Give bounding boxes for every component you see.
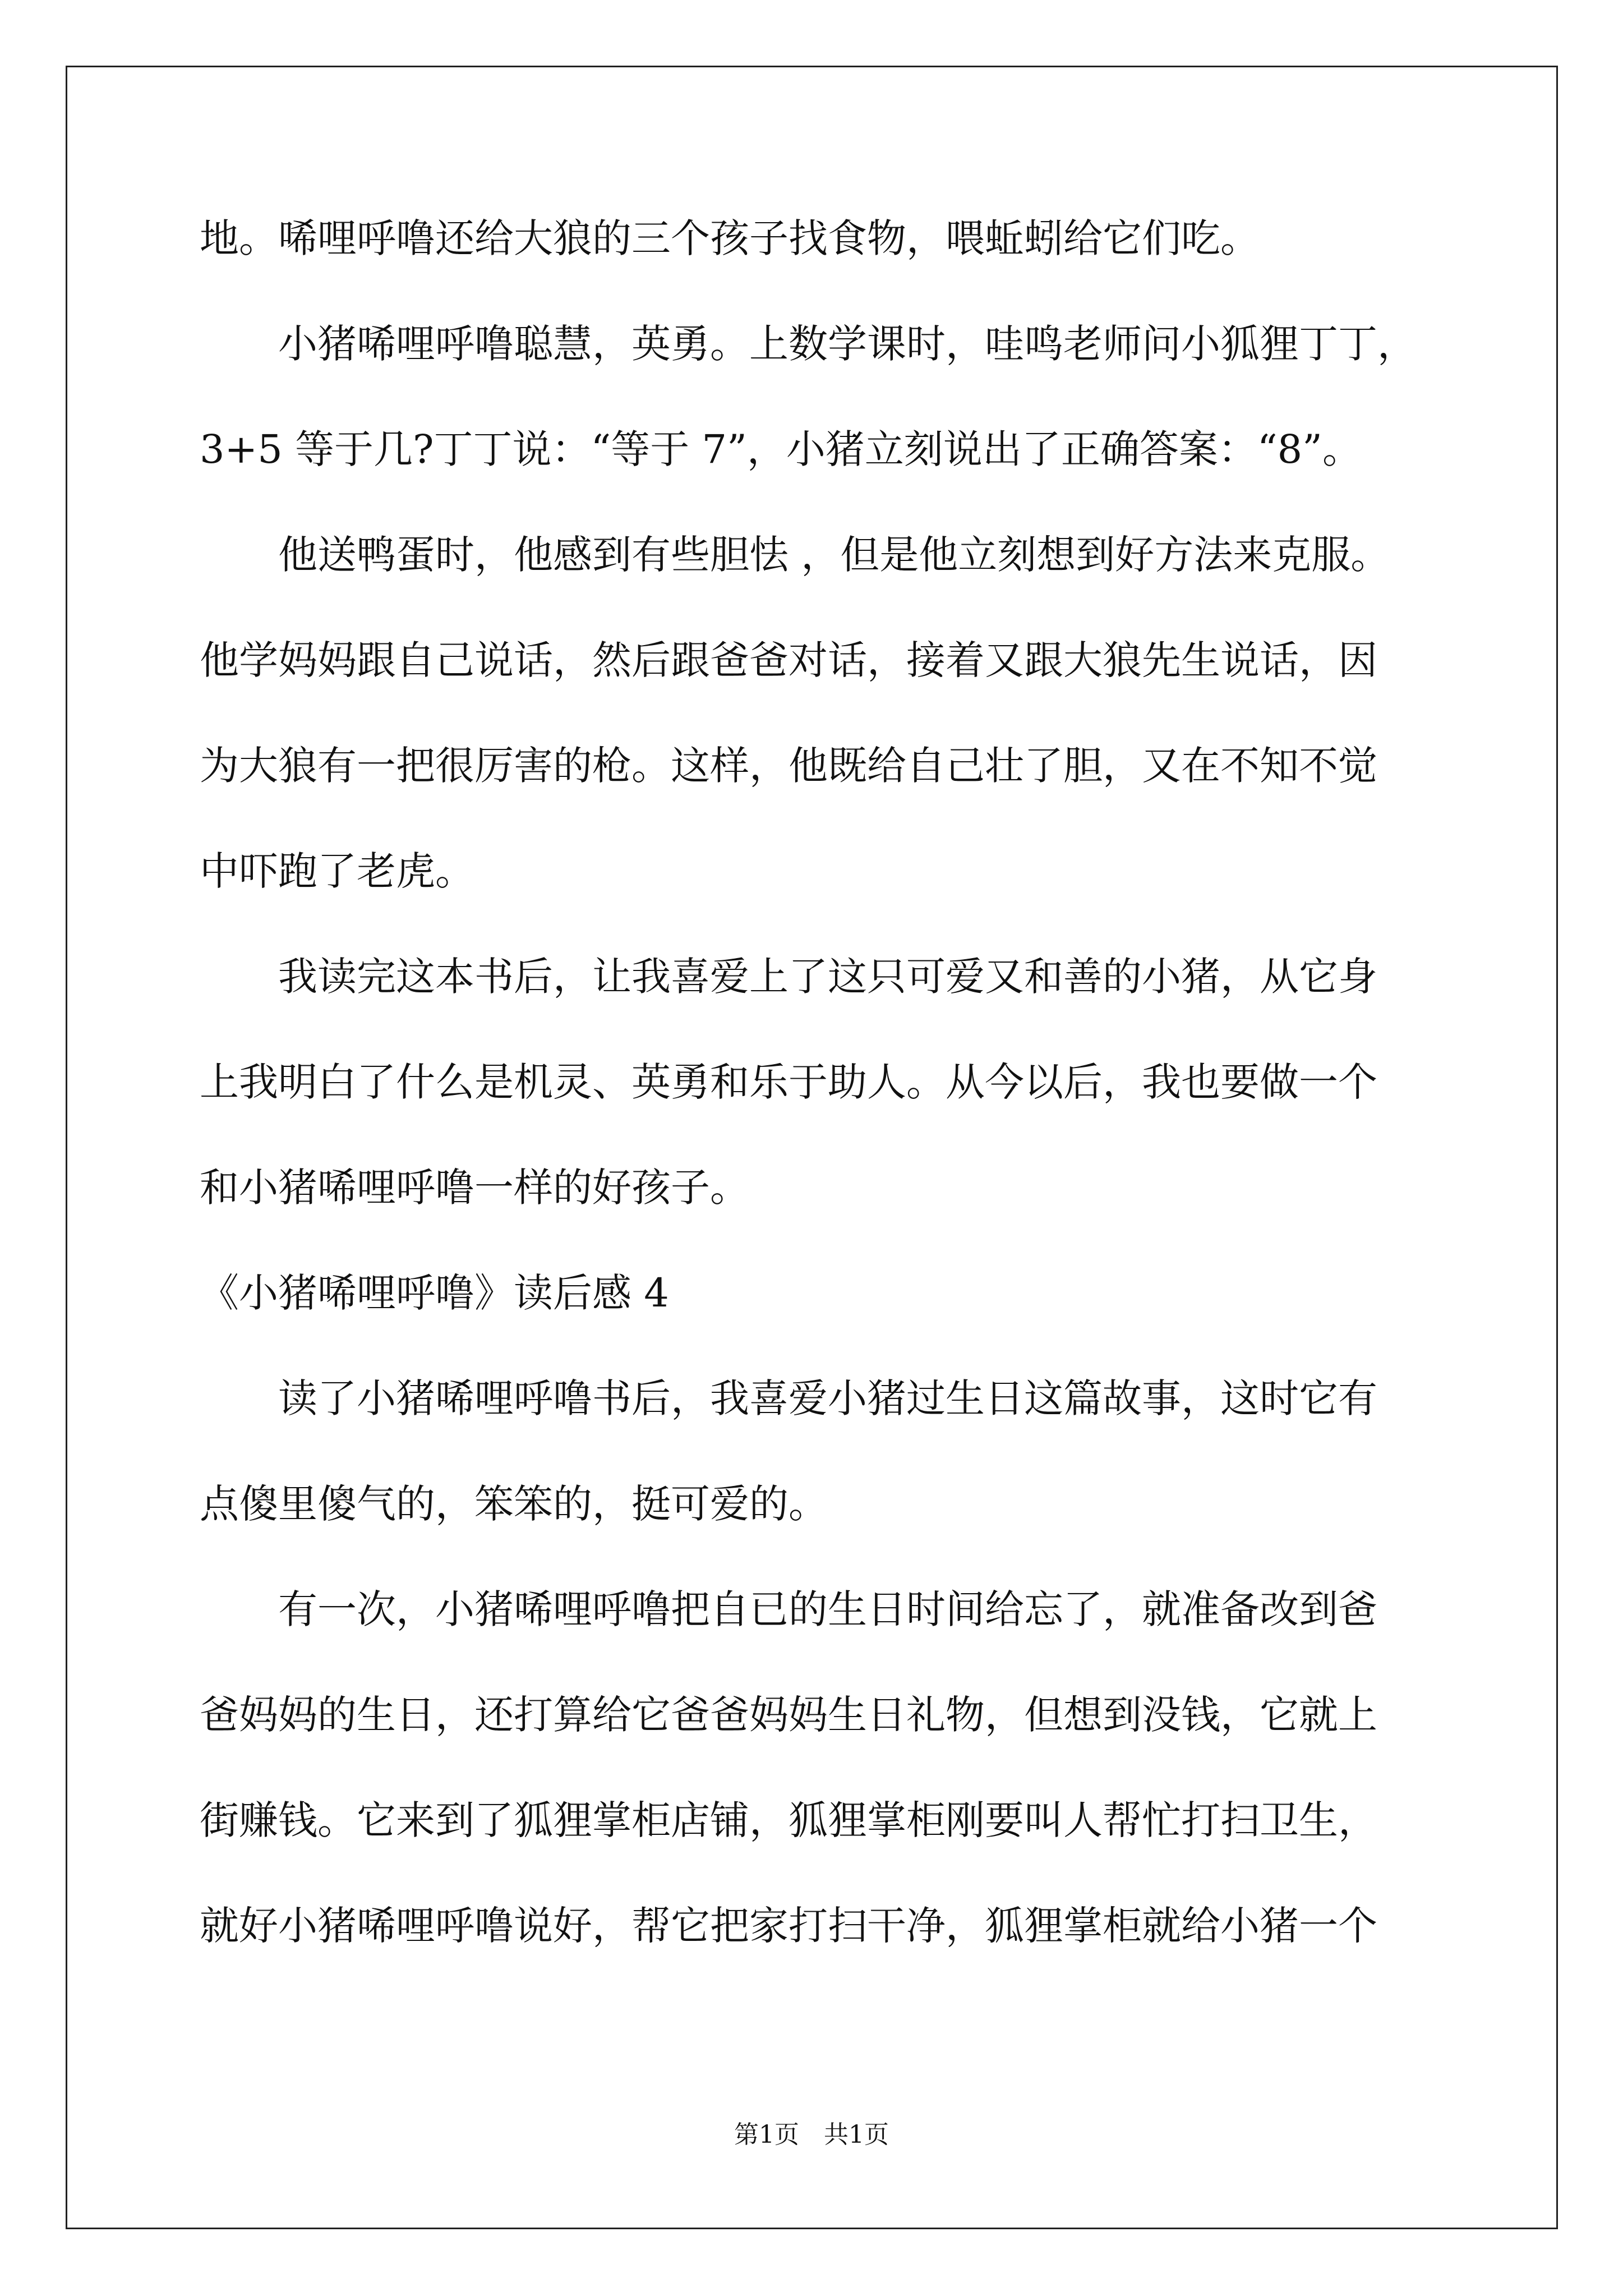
page-footer: 第1页 共1页 — [734, 2120, 889, 2149]
text-line: 他学妈妈跟自己说话，然后跟爸爸对话，接着又跟大狼先生说话，因 — [200, 637, 1377, 683]
section-heading: 《小猪唏哩呼噜》读后感 4 — [200, 1270, 669, 1316]
text-line: 街赚钱。它来到了狐狸掌柜店铺，狐狸掌柜刚要叫人帮忙打扫卫生， — [200, 1797, 1377, 1843]
text-line: 3+5 等于几?丁丁说：“等于 7”，小猪立刻说出了正确答案：“8”。 — [200, 426, 1362, 472]
text-line: 为大狼有一把很厉害的枪。这样，他既给自己壮了胆，又在不知不觉 — [200, 743, 1377, 789]
text-line: 爸妈妈的生日，还打算给它爸爸妈妈生日礼物，但想到没钱，它就上 — [200, 1692, 1377, 1738]
paragraph-start-line: 有一次，小猪唏哩呼噜把自已的生日时间给忘了，就准备改到爸 — [278, 1586, 1377, 1632]
paragraph-start-line: 他送鸭蛋时，他感到有些胆怯 ，但是他立刻想到好方法来克服。 — [278, 532, 1390, 578]
paragraph-start-line: 读了小猪唏哩呼噜书后，我喜爱小猪过生日这篇故事，这时它有 — [278, 1375, 1377, 1421]
text-line: 中吓跑了老虎。 — [200, 848, 474, 894]
text-line: 和小猪唏哩呼噜一样的好孩子。 — [200, 1165, 749, 1211]
text-line: 点傻里傻气的，笨笨的，挺可爱的。 — [200, 1481, 828, 1527]
text-line: 就好小猪唏哩呼噜说好，帮它把家打扫干净，狐狸掌柜就给小猪一个 — [200, 1903, 1377, 1949]
paragraph-start-line: 我读完这本书后，让我喜爱上了这只可爱又和善的小猪，从它身 — [278, 954, 1377, 1000]
paragraph-start-line: 小猪唏哩呼噜聪慧，英勇。上数学课时，哇鸣老师问小狐狸丁丁， — [278, 321, 1417, 367]
text-line: 地。唏哩呼噜还给大狼的三个孩子找食物，喂蚯蚓给它们吃。 — [200, 215, 1260, 261]
text-line: 上我明白了什么是机灵、英勇和乐于助人。从今以后，我也要做一个 — [200, 1059, 1377, 1105]
